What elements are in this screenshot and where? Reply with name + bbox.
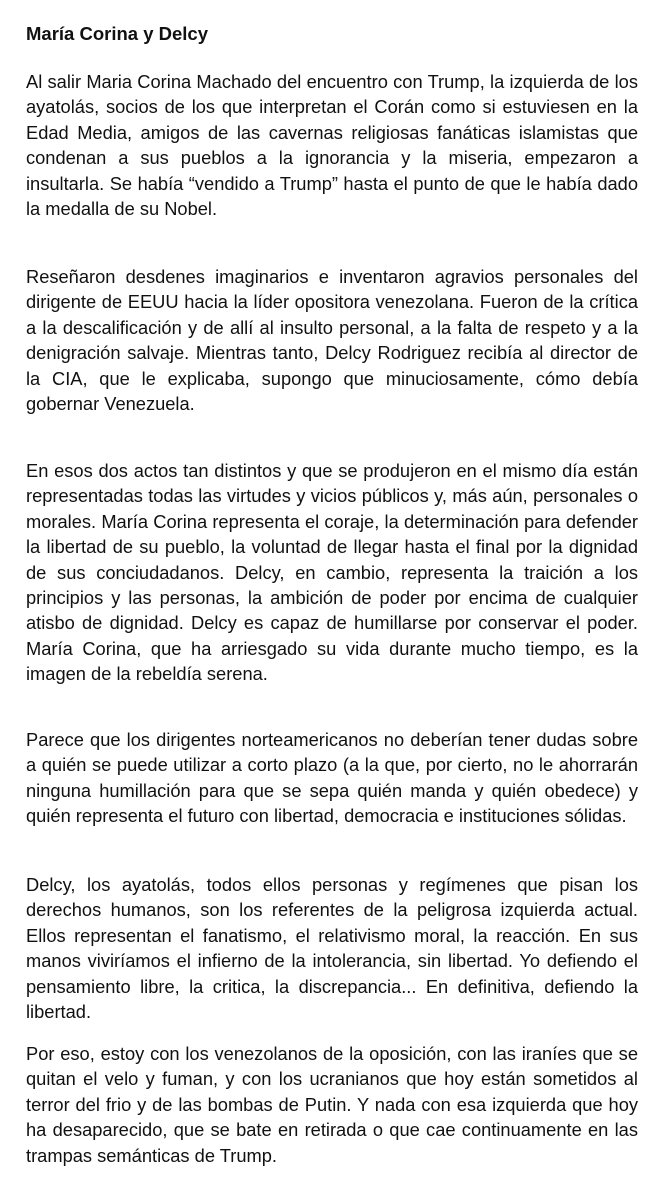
article-paragraph-6: Por eso, estoy con los venezolanos de la oposición, con las iraníes que se quitan el velo y fuman, y con los ucranianos que hoy están sometidos al terror del frio y de las bombas de Putin. Y nada con esa izquierda que hoy ha desaparecido, que se bate en retirada o que cae continuamente en las trampas semánticas de Trump. <box>26 1043 638 1166</box>
article-paragraph-4: Parece que los dirigentes norteamericanos no deberían tener dudas sobre a quién se puede utilizar a corto plazo (a la que, por cierto, no le ahorrarán ninguna humillación para que se sepa quién manda y quién obedece) y quién representa el futuro con libertad, democracia e instituciones sólidas. <box>26 729 638 827</box>
article-paragraph-2: Reseñaron desdenes imaginarios e inventaron agravios personales del dirigente de EEUU hacia la líder opositora venezolana. Fueron de la crítica a la descalificación y de allí al insulto personal, a la falta de respeto y a la denigración salvaje. Mientras tanto, Delcy Rodriguez recibía al director de la CIA, que le explicaba, supongo que minuciosamente, cómo debía gobernar Venezuela. <box>26 266 638 415</box>
article-paragraph-3: En esos dos actos tan distintos y que se produjeron en el mismo día están representadas todas las virtudes y vicios públicos y, más aún, personales o morales. María Corina representa el coraje, la determinación para defender la libertad de su pueblo, la voluntad de llegar hasta el final por la dignidad de sus conciudadanos. Delcy, en cambio, representa la traición a los principios y las personas, la ambición de poder por encima de cualquier atisbo de dignidad. Delcy es capaz de humillarse por conservar el poder. María Corina, que ha arriesgado su vida durante mucho tiempo, es la imagen de la rebeldía serena. <box>26 460 638 685</box>
article-paragraph-1: Al salir Maria Corina Machado del encuentro con Trump, la izquierda de los ayatolás, socios de los que interpretan el Corán como si estuviesen en la Edad Media, amigos de las cavernas religiosas fanáticas islamistas que condenan a sus pueblos a la ignorancia y la miseria, empezaron a insultarla. Se había “vendido a Trump” hasta el punto de que le había dado la medalla de su Nobel. <box>26 71 638 220</box>
article-paragraph-5: Delcy, los ayatolás, todos ellos personas y regímenes que pisan los derechos humanos, son los referentes de la peligrosa izquierda actual. Ellos representan el fanatismo, el relativismo moral, la reacción. En sus manos viviríamos el infierno de la intolerancia, sin libertad. Yo defiendo el pensamiento libre, la critica, la discrepancia... En definitiva, defiendo la libertad. <box>26 874 638 1023</box>
article-title: María Corina y Delcy <box>26 23 208 44</box>
